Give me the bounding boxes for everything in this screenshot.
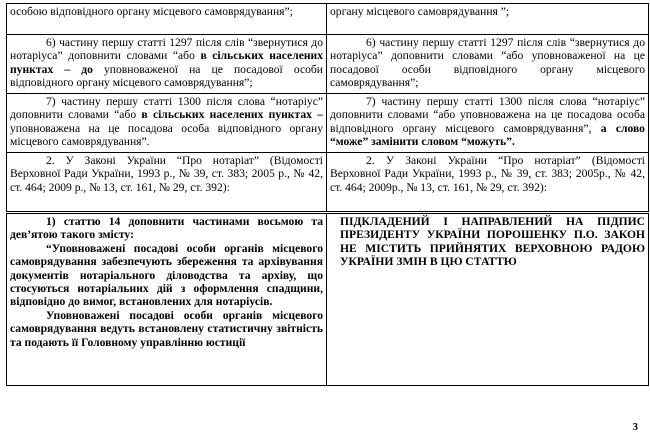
cell-text: 1) статтю 14 доповнити частинами восьмою та дев’ятою такого змісту: xyxy=(10,215,323,242)
text-run: уповноважена на це посадова особа відповідного органу місцевого самоврядування”. xyxy=(10,121,323,149)
cell-text: 2. У Законі України “Про нотаріат” (Відомості Верховної Ради України, 1993 р., № 39, ст. 383; 2005 р., № 42, ст. 464; 2009 р., № 13, ст. 161, № 29, ст. 392): xyxy=(10,154,323,194)
cell-text: 2. У Законі України “Про нотаріат” (Відомості Верховної Ради України, 1993 р., № 39, ст. 383; 2005р., № 42, ст. 464; 2009р., № 13, ст. 161, № 29, ст. 392): xyxy=(330,154,645,194)
page-number: 3 xyxy=(632,421,638,433)
cell-text xyxy=(10,95,323,149)
text-run: 7) частину першу статті 1300 після слова “нотаріус” доповнити словами “або уповноважена на це посадова особа відповідного органу місцевого самоврядування”, xyxy=(330,95,645,135)
table-row xyxy=(7,94,649,153)
cell-text: органу місцевого самоврядування ”; xyxy=(330,5,510,18)
cell-text xyxy=(330,95,645,149)
cell-text: “Уповноважені посадові особи органів місцевого самоврядування забезпечують збереження та архівування документів нотаріального діловодства та архіву, що стосуються нотаріальних дій з оформлення спадщини, відповідно до вимог, встановлених для нотаріусів. xyxy=(10,241,323,309)
bold-text-run: а слово “може” замінити словом “можуть”. xyxy=(330,121,645,149)
table-row xyxy=(7,35,649,94)
cell-text: Уповноважені посадові особи органів місцевого самоврядування ведуть встановлену статистичну звітність та подають її Головному управлінню юстиції xyxy=(10,308,323,349)
left-cell xyxy=(7,4,327,35)
table-row xyxy=(7,213,649,386)
cell-text xyxy=(10,36,323,90)
text-run: 6) частину першу статті 1297 після слів “звернутися до нотаріуса” доповнити словами “або xyxy=(10,36,323,63)
cell-text: особою відповідного органу місцевого самоврядування”; xyxy=(10,5,293,18)
table-row xyxy=(7,4,649,35)
left-cell xyxy=(7,153,327,213)
right-cell xyxy=(327,94,649,153)
comparison-table xyxy=(6,3,649,386)
right-cell xyxy=(327,213,649,386)
left-cell xyxy=(7,213,327,386)
right-cell xyxy=(327,4,649,35)
left-cell xyxy=(7,94,327,153)
text-run: 7) частину першу статті 1300 після слова “нотаріус” доповнити словами “або xyxy=(10,95,323,122)
right-cell xyxy=(327,35,649,94)
table-row xyxy=(7,153,649,213)
text-run: уповноваженої на це посадової особи відповідного органу місцевого самоврядування”; xyxy=(10,62,324,90)
status-note: ПІДКЛАДЕНИЙ І НАПРАВЛЕНИЙ НА ПІДПИС ПРЕЗИДЕНТУ УКРАЇНИ ПОРОШЕНКУ П.О. ЗАКОН НЕ МІСТИТЬ ПРИЙНЯТИХ ВЕРХОВНОЮ РАДОЮ УКРАЇНИ ЗМІН В ЦЮ СТАТТЮ xyxy=(340,215,645,269)
bold-text-run: в сільських населених пунктах – до xyxy=(10,49,324,76)
left-cell xyxy=(7,35,327,94)
bold-text-run: в сільських населених пунктах – xyxy=(141,108,323,122)
cell-text: 6) частину першу статті 1297 після слів “звернутися до нотаріуса” доповнити словами “або уповноваженої на це посадової особи відповідного органу місцевого самоврядування”; xyxy=(330,36,645,90)
right-cell xyxy=(327,153,649,213)
